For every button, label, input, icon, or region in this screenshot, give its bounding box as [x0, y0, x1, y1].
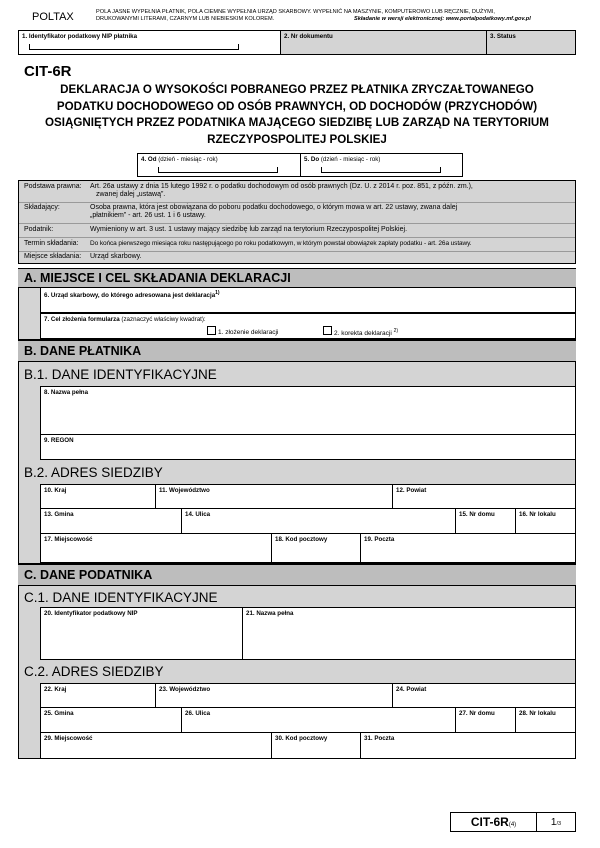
taxpayer-nip-field[interactable] — [40, 607, 243, 660]
payer-postal-code-label: 18. Kod pocztowy — [275, 536, 328, 543]
taxpayer-house-number-label: 27. Nr domu — [459, 710, 495, 717]
section-c-title: C. DANE PODATNIKA — [18, 564, 576, 586]
section-b1-title: B.1. DANE IDENTYFIKACYJNE — [24, 366, 217, 382]
deadline-text: Do końca pierwszego miesiąca roku następującego po roku podatkowym, w którym powstał obowiązek zapłaty podatku - art. 26a ustawy. — [90, 240, 472, 247]
top-fields-row — [18, 30, 576, 55]
status-field — [487, 31, 575, 54]
instructions-line2: DRUKOWANYMI LITERAMI, CZARNYM LUB NIEBIESKIM KOLOREM. — [96, 16, 275, 22]
section-b-title: B. DANE PŁATNIKA — [18, 340, 576, 362]
option-submission-checkbox[interactable] — [207, 326, 216, 335]
taxpayer-commune-field[interactable] — [40, 707, 182, 733]
payer-voivodeship-field[interactable] — [155, 484, 393, 509]
footer-form-code: CIT-6R (4) — [451, 813, 537, 831]
payer-post-office-label: 19. Poczta — [364, 536, 395, 543]
title-line-2: PODATKU DOCHODOWEGO OD OSÓB PRAWNYCH, OD DOCHODÓW (PRZYCHODÓW) — [56, 99, 538, 113]
taxpayer-post-office-field[interactable] — [360, 732, 575, 759]
form-code: CIT-6R — [24, 63, 72, 80]
payer-city-label: 17. Miejscowość — [44, 536, 93, 543]
tax-office-field[interactable] — [40, 288, 575, 313]
legal-basis-text: Art. 26a ustawy z dnia 15 lutego 1992 r. o podatku dochodowym od osób prawnych (Dz. U. z 2014 r. poz. 851, z późn. zm.), zwanej dalej „ustawą”. — [90, 183, 473, 198]
legal-basis-label: Podstawa prawna: — [24, 183, 82, 190]
taxpayer-commune-label: 25. Gmina — [44, 710, 74, 717]
payer-apartment-field[interactable] — [515, 508, 575, 534]
option-correction-label: 2. korekta deklaracji $^{2)}$ — [334, 328, 399, 338]
nip-label: 1. Identyfikator podatkowy NIP płatnika — [22, 33, 138, 40]
option-correction-checkbox[interactable] — [323, 326, 332, 335]
taxpayer-voivodeship-field[interactable] — [155, 683, 393, 708]
payer-house-number-field[interactable] — [455, 508, 516, 534]
taxpayer-name-field[interactable] — [242, 607, 575, 660]
payer-house-number-label: 15. Nr domu — [459, 511, 495, 518]
electronic-note: Składanie w wersji elektronicznej: www.portalpodatkowy.mf.gov.pl — [354, 16, 531, 22]
payer-commune-label: 13. Gmina — [44, 511, 74, 518]
doc-number-label: 2. Nr dokumentu — [284, 33, 333, 40]
place-text: Urząd skarbowy. — [90, 253, 142, 260]
info-sep-3 — [19, 237, 575, 238]
footer-box — [450, 812, 576, 832]
payer-voivodeship-label: 11. Województwo — [159, 487, 210, 494]
period-to-field[interactable] — [301, 154, 462, 176]
payer-street-field[interactable] — [181, 508, 456, 534]
instructions-line1: POLA JASNE WYPEŁNIA PŁATNIK, POLA CIEMNE WYPEŁNIA URZĄD SKARBOWY. WYPEŁNIĆ NA MASZYNIE, KOMPUTEROWO LUB RĘCZNIE, DUŻYMI, — [96, 9, 495, 15]
taxpayer-apartment-field[interactable] — [515, 707, 575, 733]
section-a-title: A. MIEJSCE I CEL SKŁADANIA DEKLARACJI — [18, 268, 576, 288]
taxpayer-postal-code-field[interactable] — [271, 732, 361, 759]
regon-field[interactable] — [40, 434, 575, 460]
payer-commune-field[interactable] — [40, 508, 182, 534]
brand-label: POLTAX — [32, 11, 74, 23]
payer-post-office-field[interactable] — [360, 533, 575, 563]
payer-county-field[interactable] — [392, 484, 575, 509]
taxpayer-country-field[interactable] — [40, 683, 156, 708]
info-sep-1 — [19, 202, 575, 203]
taxpayer-nip-label: 20. Identyfikator podatkowy NIP — [44, 610, 138, 617]
filer-text: Osoba prawna, która jest obowiązana do poboru podatku dochodowego, o którym mowa w art. 22 ustawy, zwana dalej „płatnikiem” - art. 26 ust. 1 i 6 ustawy. — [90, 204, 458, 219]
purpose-label: 7. Cel złożenia formularza (zaznaczyć właściwy kwadrat): — [44, 316, 206, 323]
taxpayer-name-label: 21. Nazwa pełna — [246, 610, 294, 617]
taxpayer-street-label: 26. Ulica — [185, 710, 211, 717]
filer-label: Składający: — [24, 204, 60, 211]
footer-page-number: 1 /3 — [550, 816, 562, 828]
payer-city-field[interactable] — [40, 533, 272, 563]
payer-street-label: 14. Ulica — [185, 511, 211, 518]
nip-ticks — [29, 44, 239, 50]
taxpayer-post-office-label: 31. Poczta — [364, 735, 395, 742]
nip-field[interactable] — [19, 31, 281, 54]
section-c2-title: C.2. ADRES SIEDZIBY — [24, 664, 164, 679]
payer-country-label: 10. Kraj — [44, 487, 67, 494]
payer-country-field[interactable] — [40, 484, 156, 509]
taxpayer-street-field[interactable] — [181, 707, 456, 733]
taxpayer-text: Wymieniony w art. 3 ust. 1 ustawy mający siedzibę lub zarząd na terytorium Rzeczypospolitej Polskiej. — [90, 226, 408, 233]
deadline-label: Termin składania: — [24, 240, 79, 247]
taxpayer-city-field[interactable] — [40, 732, 272, 759]
info-sep-4 — [19, 251, 575, 252]
title-line-3: OSIĄGNIĘTYCH PRZEZ PODATNIKA MAJĄCEGO SIEDZIBĘ LUB ZARZĄD NA TERYTORIUM — [45, 116, 549, 129]
period-from-label: 4. Od (dzień - miesiąc - rok) — [141, 156, 218, 163]
period-row — [137, 153, 463, 177]
payer-postal-code-field[interactable] — [271, 533, 361, 563]
payer-apartment-label: 16. Nr lokalu — [519, 511, 556, 518]
period-to-ticks — [321, 167, 441, 173]
doc-number-field — [281, 31, 487, 54]
info-sep-2 — [19, 223, 575, 224]
purpose-field — [40, 313, 575, 339]
regon-label: 9. REGON — [44, 437, 74, 444]
payer-name-field[interactable] — [40, 386, 575, 435]
taxpayer-house-number-field[interactable] — [455, 707, 516, 733]
section-b2-title: B.2. ADRES SIEDZIBY — [24, 465, 163, 480]
taxpayer-city-label: 29. Miejscowość — [44, 735, 93, 742]
option-submission-label: 1. złożenie deklaracji — [218, 329, 279, 336]
payer-name-label: 8. Nazwa pełna — [44, 389, 89, 396]
form-title — [18, 82, 576, 148]
period-from-field[interactable] — [138, 154, 301, 176]
taxpayer-apartment-label: 28. Nr lokalu — [519, 710, 556, 717]
taxpayer-county-label: 24. Powiat — [396, 686, 427, 693]
title-line-4: RZECZYPOSPOLITEJ POLSKIEJ — [207, 132, 387, 146]
taxpayer-voivodeship-label: 23. Województwo — [159, 686, 211, 693]
tax-office-label: 6. Urząd skarbowy, do którego adresowana jest deklaracja$^{1)}$ — [44, 290, 220, 300]
title-line-1: DEKLARACJA O WYSOKOŚCI POBRANEGO PRZEZ PŁATNIKA ZRYCZAŁTOWANEGO — [60, 83, 534, 96]
taxpayer-label: Podatnik: — [24, 226, 54, 233]
place-label: Miejsce składania: — [24, 253, 82, 260]
status-label: 3. Status — [490, 33, 516, 40]
taxpayer-county-field[interactable] — [392, 683, 575, 708]
taxpayer-postal-code-label: 30. Kod pocztowy — [275, 735, 328, 742]
section-c1-title: C.1. DANE IDENTYFIKACYJNE — [24, 589, 218, 605]
period-to-label: 5. Do (dzień - miesiąc - rok) — [304, 156, 381, 163]
taxpayer-country-label: 22. Kraj — [44, 686, 67, 693]
payer-county-label: 12. Powiat — [396, 487, 427, 494]
period-from-ticks — [158, 167, 278, 173]
